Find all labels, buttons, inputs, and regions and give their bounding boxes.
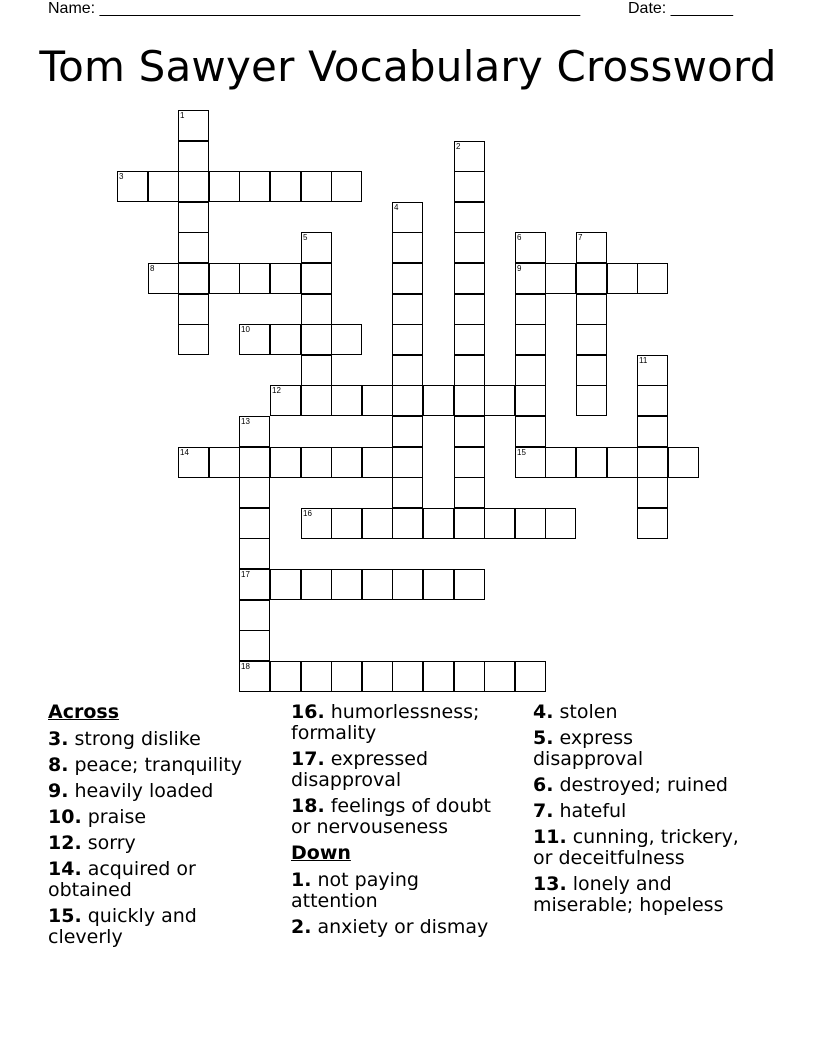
grid-cell[interactable] <box>545 508 576 539</box>
grid-cell[interactable] <box>637 355 668 386</box>
grid-cell[interactable] <box>545 447 576 478</box>
clue-column-2 <box>291 702 516 943</box>
grid-cell[interactable] <box>331 508 362 539</box>
grid-cell[interactable] <box>454 263 485 294</box>
grid-cell[interactable] <box>392 508 423 539</box>
grid-cell[interactable] <box>423 385 454 416</box>
grid-cell[interactable] <box>270 661 301 692</box>
grid-cell[interactable] <box>515 416 546 447</box>
grid-cell[interactable] <box>178 263 209 294</box>
grid-cell[interactable] <box>301 263 332 294</box>
grid-cell[interactable] <box>454 661 485 692</box>
grid-cell[interactable] <box>515 324 546 355</box>
grid-cell[interactable] <box>301 447 332 478</box>
grid-cell[interactable] <box>331 661 362 692</box>
grid-cell[interactable] <box>576 324 607 355</box>
grid-cell[interactable] <box>607 263 638 294</box>
grid-cell[interactable] <box>301 569 332 600</box>
grid-cell[interactable] <box>392 661 423 692</box>
grid-cell[interactable] <box>637 477 668 508</box>
grid-cell[interactable] <box>178 324 209 355</box>
grid-cell[interactable] <box>117 171 148 202</box>
clue-down-5: 5. express disapproval <box>533 727 644 770</box>
grid-cell[interactable] <box>178 110 209 141</box>
clue-number: 15 <box>517 448 526 457</box>
grid-cell[interactable] <box>392 355 423 386</box>
grid-cell[interactable] <box>362 569 393 600</box>
clue-down-11: 11. cunning, trickery, or deceitfulness <box>533 826 739 869</box>
grid-cell[interactable] <box>331 171 362 202</box>
grid-cell[interactable] <box>178 202 209 233</box>
grid-cell[interactable] <box>392 202 423 233</box>
grid-cell[interactable] <box>454 385 485 416</box>
grid-cell[interactable] <box>392 232 423 263</box>
grid-cell[interactable] <box>668 447 699 478</box>
grid-cell[interactable] <box>148 171 179 202</box>
grid-cell[interactable] <box>484 385 515 416</box>
clue-across-15: 15. quickly and cleverly <box>48 905 197 948</box>
grid-cell[interactable] <box>392 385 423 416</box>
date-field[interactable]: Date: _______ <box>628 0 733 17</box>
grid-cell[interactable] <box>301 171 332 202</box>
grid-cell[interactable] <box>392 324 423 355</box>
clue-number: 4 <box>394 203 399 212</box>
clue-down-13: 13. lonely and miserable; hopeless <box>533 873 724 916</box>
grid-cell[interactable] <box>239 416 270 447</box>
clue-down-2: 2. anxiety or dismay <box>291 916 489 938</box>
grid-cell[interactable] <box>515 355 546 386</box>
header <box>48 0 733 18</box>
grid-cell[interactable] <box>637 385 668 416</box>
grid-cell[interactable] <box>515 508 546 539</box>
grid-cell[interactable] <box>178 294 209 325</box>
grid-cell[interactable] <box>392 477 423 508</box>
grid-cell[interactable] <box>576 385 607 416</box>
clue-across-16: 16. humorlessness; formality <box>291 701 480 744</box>
grid-cell[interactable] <box>545 263 576 294</box>
grid-cell[interactable] <box>484 508 515 539</box>
grid-cell[interactable] <box>239 324 270 355</box>
clue-across-14: 14. acquired or obtained <box>48 858 196 901</box>
grid-cell[interactable] <box>209 263 240 294</box>
grid-cell[interactable] <box>331 569 362 600</box>
grid-cell[interactable] <box>239 538 270 569</box>
grid-cell[interactable] <box>423 661 454 692</box>
grid-cell[interactable] <box>515 447 546 478</box>
grid-cell[interactable] <box>301 661 332 692</box>
grid-cell[interactable] <box>239 263 270 294</box>
grid-cell[interactable] <box>515 385 546 416</box>
clue-number: 13 <box>241 417 250 426</box>
grid-cell[interactable] <box>270 569 301 600</box>
grid-cell[interactable] <box>148 263 179 294</box>
grid-cell[interactable] <box>270 385 301 416</box>
grid-cell[interactable] <box>301 355 332 386</box>
grid-cell[interactable] <box>270 171 301 202</box>
grid-cell[interactable] <box>576 232 607 263</box>
grid-cell[interactable] <box>178 141 209 172</box>
grid-cell[interactable] <box>576 294 607 325</box>
grid-cell[interactable] <box>362 508 393 539</box>
grid-cell[interactable] <box>515 263 546 294</box>
clue-across-18: 18. feelings of doubt or nervouseness <box>291 795 491 838</box>
grid-cell[interactable] <box>301 232 332 263</box>
clue-down-4: 4. stolen <box>533 701 618 723</box>
grid-cell[interactable] <box>423 508 454 539</box>
grid-cell[interactable] <box>239 630 270 661</box>
clue-number: 16 <box>303 509 312 518</box>
clue-down-7: 7. hateful <box>533 800 627 822</box>
grid-cell[interactable] <box>239 447 270 478</box>
grid-cell[interactable] <box>454 508 485 539</box>
clue-down-6: 6. destroyed; ruined <box>533 774 728 796</box>
grid-cell[interactable] <box>270 324 301 355</box>
clue-number: 10 <box>241 325 250 334</box>
grid-cell[interactable] <box>301 294 332 325</box>
grid-cell[interactable] <box>454 171 485 202</box>
grid-cell[interactable] <box>454 141 485 172</box>
clue-number: 18 <box>241 662 250 671</box>
clue-across-9: 9. heavily loaded <box>48 780 214 802</box>
grid-cell[interactable] <box>454 232 485 263</box>
clue-number: 9 <box>517 264 522 273</box>
grid-cell[interactable] <box>423 569 454 600</box>
grid-cell[interactable] <box>454 416 485 447</box>
clue-across-17: 17. expressed disapproval <box>291 748 429 791</box>
grid-cell[interactable] <box>454 477 485 508</box>
grid-cell[interactable] <box>392 294 423 325</box>
grid-cell[interactable] <box>454 294 485 325</box>
clue-column-1 <box>48 702 278 953</box>
clue-across-10: 10. praise <box>48 806 147 828</box>
grid-cell[interactable] <box>454 324 485 355</box>
clue-number: 3 <box>119 172 124 181</box>
grid-cell[interactable] <box>301 385 332 416</box>
across-heading: Across <box>48 701 120 723</box>
grid-cell[interactable] <box>362 385 393 416</box>
grid-cell[interactable] <box>637 508 668 539</box>
grid-cell[interactable] <box>454 447 485 478</box>
clue-across-8: 8. peace; tranquility <box>48 754 243 776</box>
grid-cell[interactable] <box>392 447 423 478</box>
grid-cell[interactable] <box>576 263 607 294</box>
grid-cell[interactable] <box>270 447 301 478</box>
grid-cell[interactable] <box>178 447 209 478</box>
grid-cell[interactable] <box>178 171 209 202</box>
clue-across-12: 12. sorry <box>48 832 136 854</box>
grid-cell[interactable] <box>637 416 668 447</box>
grid-cell[interactable] <box>362 447 393 478</box>
grid-cell[interactable] <box>607 447 638 478</box>
down-heading: Down <box>291 842 351 864</box>
grid-cell[interactable] <box>239 508 270 539</box>
grid-cell[interactable] <box>331 385 362 416</box>
page-title: Tom Sawyer Vocabulary Crossword <box>39 42 777 91</box>
clue-number: 17 <box>241 570 250 579</box>
grid-cell[interactable] <box>392 416 423 447</box>
grid-cell[interactable] <box>515 232 546 263</box>
grid-cell[interactable] <box>515 294 546 325</box>
grid-cell[interactable] <box>301 508 332 539</box>
clue-number: 2 <box>456 142 461 151</box>
grid-cell[interactable] <box>637 447 668 478</box>
name-field[interactable]: Name: ______________________________________________________ <box>48 0 581 17</box>
grid-cell[interactable] <box>301 324 332 355</box>
grid-cell[interactable] <box>239 477 270 508</box>
grid-cell[interactable] <box>239 661 270 692</box>
grid-cell[interactable] <box>454 355 485 386</box>
clue-number: 6 <box>517 233 522 242</box>
clue-across-3: 3. strong dislike <box>48 728 201 750</box>
clue-column-3 <box>533 702 763 921</box>
grid-cell[interactable] <box>362 661 393 692</box>
clue-number: 14 <box>180 448 189 457</box>
grid-cell[interactable] <box>576 355 607 386</box>
grid-cell[interactable] <box>239 569 270 600</box>
grid-cell[interactable] <box>637 263 668 294</box>
grid-cell[interactable] <box>576 447 607 478</box>
clue-number: 5 <box>303 233 308 242</box>
grid-cell[interactable] <box>515 661 546 692</box>
clue-number: 8 <box>150 264 155 273</box>
clue-number: 12 <box>272 386 281 395</box>
grid-cell[interactable] <box>178 232 209 263</box>
clue-number: 7 <box>578 233 583 242</box>
grid-cell[interactable] <box>209 171 240 202</box>
grid-cell[interactable] <box>484 661 515 692</box>
grid-cell[interactable] <box>270 263 301 294</box>
clue-number: 11 <box>639 356 648 365</box>
grid-cell[interactable] <box>392 263 423 294</box>
clue-down-1: 1. not paying attention <box>291 869 419 912</box>
grid-cell[interactable] <box>331 324 362 355</box>
clue-number: 1 <box>180 111 185 120</box>
grid-cell[interactable] <box>209 447 240 478</box>
grid-cell[interactable] <box>454 202 485 233</box>
grid-cell[interactable] <box>392 569 423 600</box>
grid-cell[interactable] <box>239 171 270 202</box>
grid-cell[interactable] <box>239 600 270 631</box>
grid-cell[interactable] <box>454 569 485 600</box>
grid-cell[interactable] <box>331 447 362 478</box>
